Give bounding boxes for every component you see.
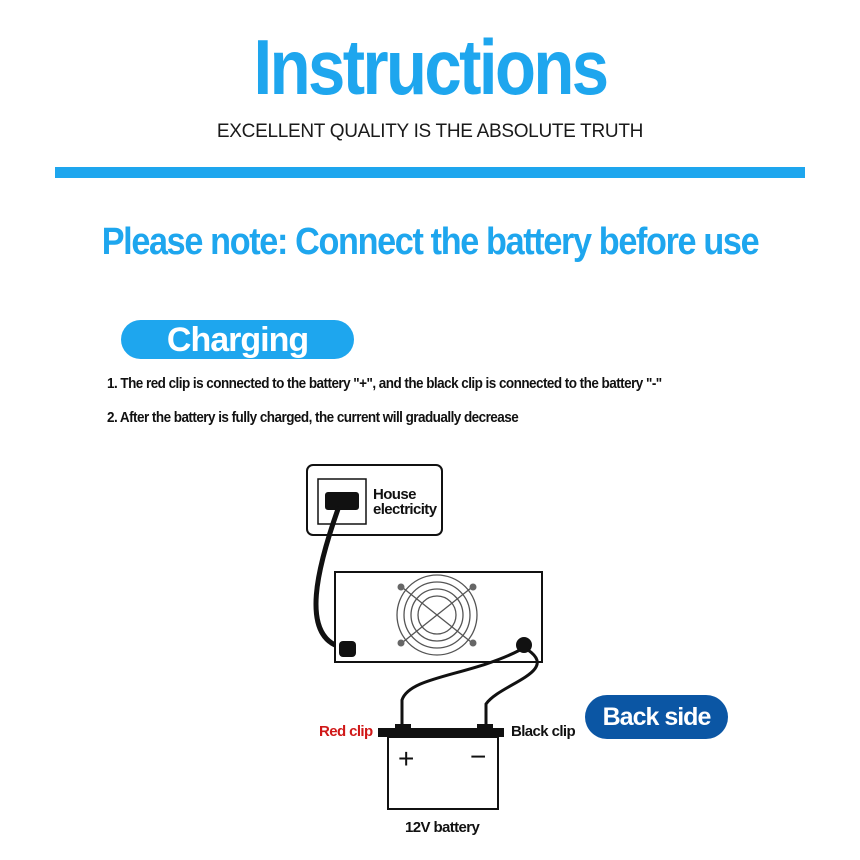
notice-heading: Please note: Connect the battery before use (101, 221, 759, 263)
black-clip-label: Black clip (511, 723, 576, 740)
battery-plus: + (398, 743, 415, 774)
charger-back (335, 572, 542, 662)
battery-minus: − (470, 741, 487, 772)
page-subtitle: EXCELLENT QUALITY IS THE ABSOLUTE TRUTH (216, 121, 644, 142)
section-badge: Charging (121, 320, 354, 359)
back-side-badge: Back side (585, 695, 728, 739)
step-2: 2. After the battery is fully charged, the current will gradually decrease (107, 409, 519, 426)
battery-label: 12V battery (405, 819, 480, 836)
house-label-line2: electricity (373, 501, 437, 518)
page-title: Instructions (253, 23, 607, 111)
red-clip-label: Red clip (319, 723, 373, 740)
step-1: 1. The red clip is connected to the battery "+", and the black clip is connected to the battery "-" (107, 375, 662, 392)
house-label-line1: House (373, 486, 416, 503)
